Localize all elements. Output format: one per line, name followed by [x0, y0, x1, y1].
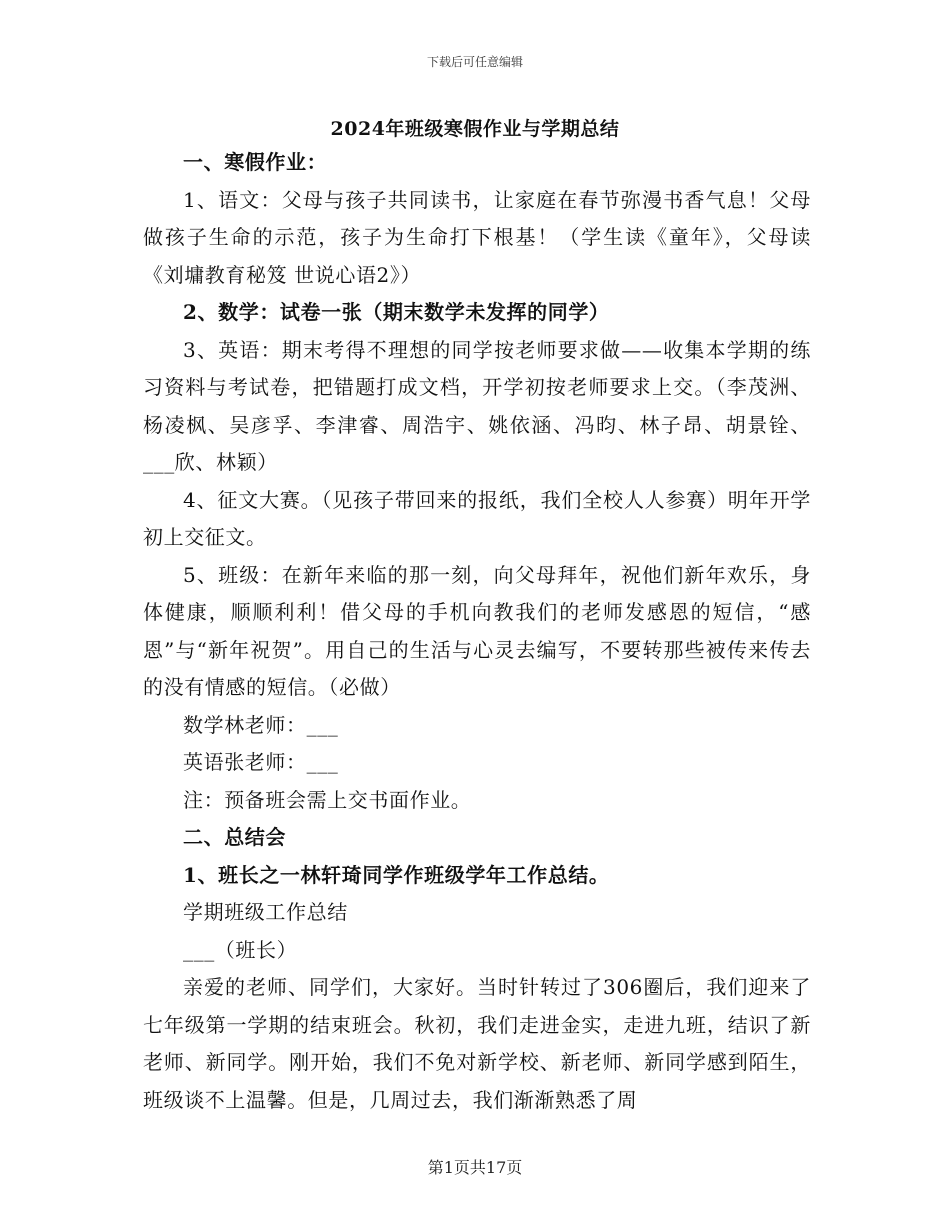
paragraph-monitor-summary: 1、班长之一林轩琦同学作班级学年工作总结。	[183, 862, 610, 887]
paragraph-summary-title: 学期班级工作总结	[183, 900, 348, 924]
page-header-note: 下载后可任意编辑	[426, 55, 523, 69]
paragraph-math-homework: 2、数学：试卷一张（期末数学未发挥的同学）	[183, 300, 610, 324]
document-title: 2024年班级寒假作业与学期总结	[330, 118, 620, 140]
paragraph-english-homework: 3、英语：期末考得不理想的同学按老师要求做——收集本学期的练习资料与考试卷，把错题打成文档，开学初按老师要求上交。（李茂洲、杨凌枫、吴彦孚、李津睿、周浩宇、姚依涵、冯昀、林子昂、胡景铨、___欣、林颖）	[143, 337, 811, 474]
paragraph-chinese-homework: 1、语文：父母与孩子共同读书，让家庭在春节弥漫书香气息！父母做孩子生命的示范，孩子为生命打下根基！（学生读《童年》，父母读《刘墉教育秘笈 世说心语2》）	[143, 187, 811, 287]
section-heading-summary: 二、总结会	[183, 825, 286, 849]
section-heading-homework: 一、寒假作业：	[183, 150, 328, 174]
paragraph-english-teacher: 英语张老师：___	[183, 750, 339, 774]
paragraph-class-task: 5、班级：在新年来临的那一刻，向父母拜年，祝他们新年欢乐，身体健康，顺顺利利！借父母的手机向教我们的老师发感恩的短信，“感恩”与“新年祝贺”。用自己的生活与心灵去编写，不要转那些被传来传去的没有情感的短信。（必做）	[143, 562, 811, 699]
paragraph-math-teacher: 数学林老师：___	[183, 712, 339, 737]
paragraph-essay-contest: 4、征文大赛。（见孩子带回来的报纸，我们全校人人参赛）明年开学初上交征文。	[143, 487, 811, 549]
paragraph-note: 注：预备班会需上交书面作业。	[183, 787, 472, 812]
page-footer-number: 第1页共17页	[427, 1158, 523, 1177]
document-body	[143, 144, 811, 1119]
paragraph-speech-body: 亲爱的老师、同学们，大家好。当时针转过了306圈后，我们迎来了七年级第一学期的结束班会。秋初，我们走进金实，走进九班，结识了新老师、新同学。刚开始，我们不免对新学校、新老师、新同学感到陌生，班级谈不上温馨。但是，几周过去，我们渐渐熟悉了周	[143, 975, 811, 1112]
paragraph-monitor-signature: ___（班长）	[183, 937, 298, 962]
